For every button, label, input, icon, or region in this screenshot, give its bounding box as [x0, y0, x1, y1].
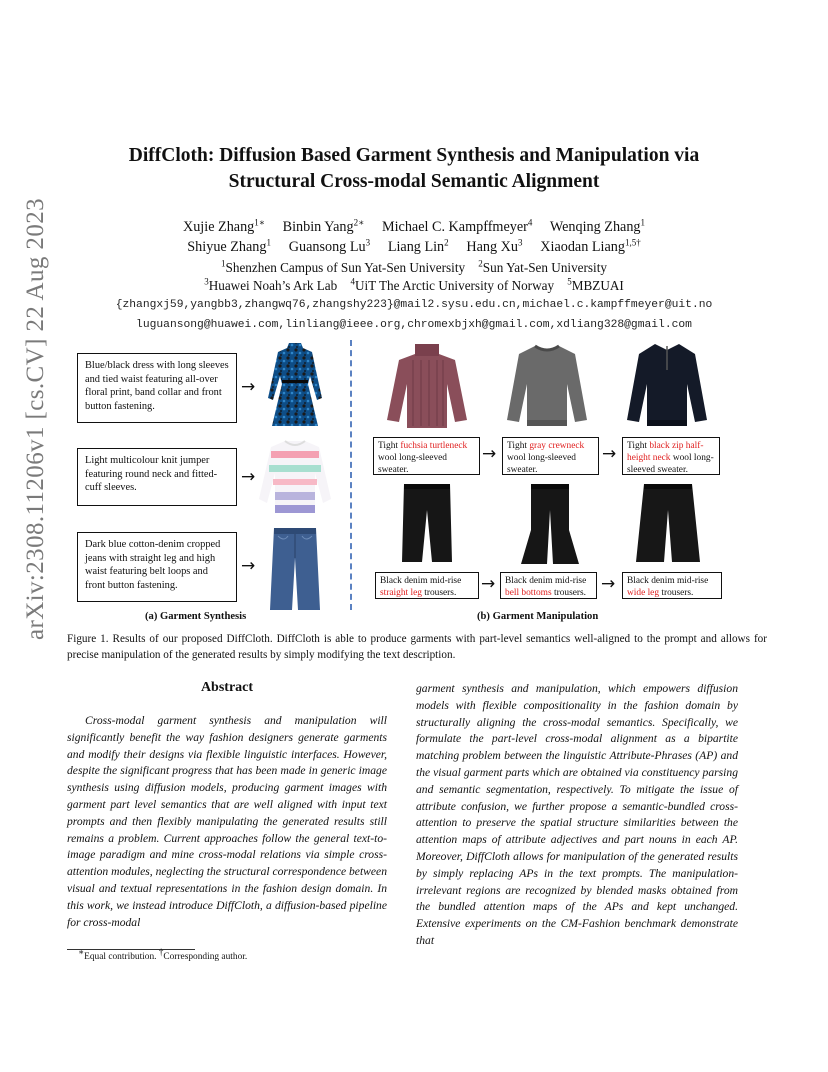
subfigure-label-a: (a) Garment Synthesis — [145, 611, 247, 622]
author: Xiaodan Liang$^{1,5\dagger}$ — [540, 237, 641, 255]
sweater-black-zip-image — [621, 340, 713, 432]
arrow-right-icon: → — [482, 444, 497, 464]
figure-divider — [350, 340, 352, 610]
trousers-straight-leg-image — [392, 480, 462, 566]
author: Hang Xu$^3$ — [466, 237, 523, 255]
author: Xujie Zhang$^{1∗}$ — [182, 217, 265, 235]
abstract-heading: Abstract — [200, 680, 254, 695]
trousers-caption-2: Black denim mid-rise bell bottoms trousers. — [500, 572, 597, 599]
arrow-right-icon: → — [241, 556, 256, 576]
abstract-column-2: garment synthesis and manipulation, which empowers diffusion models with flexible compositionality in the fashion domain by structurally aligning the cross-modal semantics. Specifically, we formulate the part-level cross-modal alignment as a bipartite matching problem between the linguistic Attribute-Phrases (AP) and the visual garment parts which are obtained via constituency parsing and semantic segmentation, respectively. To mitigate the issue of attribute confusion, we further propose a semantic-bundled cross-attention to preserve the spatial structure similarities between the attention maps of attribute adjectives and part nouns in each AP. Moreover, DiffCloth allows for manipulation of the generated results by simply replacing APs in the text prompts. The manipulation-irrelevant regions are recognized by blended masks obtained from the bundled attention maps of the APs and kept unchanged. Extensive experiments on the CM-Fashion benchmark demonstrate that — [416, 682, 738, 947]
title-line-2: Structural Cross-modal Semantic Alignment — [228, 171, 600, 192]
trousers-caption-1: Black denim mid-rise straight leg trousers. — [375, 572, 479, 599]
prompt-box-jeans: Dark blue cotton-denim cropped jeans with straight leg and high waist featuring belt loops and front button fastening. — [77, 532, 237, 602]
footnote-rule — [67, 949, 195, 950]
author: Shiyue Zhang$^1$ — [187, 237, 271, 255]
sweater-caption-3: Tight black zip half-height neck wool long-sleeved sweater. — [622, 437, 720, 475]
arrow-right-icon: → — [602, 444, 617, 464]
prompt-box-jumper: Light multicolour knit jumper featuring round neck and fitted-cuff sleeves. — [77, 448, 237, 506]
trousers-bell-bottoms-image — [513, 480, 587, 566]
trousers-wide-leg-image — [630, 480, 706, 566]
title-line-1: DiffCloth: Diffusion Based Garment Synthesis and Manipulation via — [128, 145, 700, 166]
sweater-caption-1: Tight fuchsia turtleneck wool long-sleeved sweater. — [373, 437, 480, 475]
footnote: ∗Equal contribution. †Corresponding author. — [78, 947, 248, 963]
affiliations-row-2: $^3$Huawei Noah’s Ark Lab $^4$UiT The Arctic University of Norway $^5$MBZUAI — [204, 276, 624, 293]
author: Binbin Yang$^{2∗}$ — [282, 217, 365, 235]
arrow-right-icon: → — [241, 467, 256, 487]
author: Guansong Lu$^3$ — [288, 237, 371, 255]
generated-jeans-image — [264, 524, 326, 612]
sweater-gray-crewneck-image — [501, 340, 593, 432]
sweater-caption-2: Tight gray crewneck wool long-sleeved sweater. — [502, 437, 599, 475]
generated-jumper-image — [257, 437, 333, 517]
subfigure-label-b: (b) Garment Manipulation — [477, 611, 599, 622]
affiliations-row-1: $^1$Shenzhen Campus of Sun Yat-Sen University $^2$Sun Yat-Sen University — [221, 258, 607, 275]
arrow-right-icon: → — [241, 377, 256, 397]
author: Liang Lin$^2$ — [387, 237, 449, 255]
arrow-right-icon: → — [481, 574, 496, 594]
generated-dress-image — [262, 340, 328, 432]
figure-caption: Figure 1. Results of our proposed DiffCloth. DiffCloth is able to produce garments with part-level semantics well-aligned to the prompt and allows for precise manipulation of the generated results by simply modifying the text description. — [67, 633, 767, 661]
email-line-2: luguansong@huawei.com,linliang@ieee.org,chromexbjxh@gmail.com,xdliang328@gmail.com — [136, 319, 692, 331]
author: Wenqing Zhang$^1$ — [549, 217, 646, 235]
trousers-caption-3: Black denim mid-rise wide leg trousers. — [622, 572, 722, 599]
arrow-right-icon: → — [601, 574, 616, 594]
prompt-box-dress: Blue/black dress with long sleeves and tied waist featuring all-over floral print, band collar and front button fastening. — [77, 353, 237, 423]
abstract-column-1: Cross-modal garment synthesis and manipulation will significantly benefit the way fashion designers generate garments and modify their designs via flexible linguistic interfaces. However, despite the significant progress that has been made in generic image synthesis using diffusion models, producing garment images with garment part level semantics that are well aligned with input text prompts and then flexibly manipulating the generated results still remains a problem. Current approaches follow the general text-to-image paradigm and mine cross-modal relations via simple cross-attention modules, neglecting the structural correspondence between visual and textual representations in the fashion design domain. In this work, we instead introduce DiffCloth, a diffusion-based pipeline for cross-modal — [67, 714, 387, 929]
author: Michael C. Kampffmeyer$^4$ — [381, 217, 533, 235]
sweater-fuchsia-turtleneck-image — [381, 340, 473, 432]
email-line-1: {zhangxj59,yangbb3,zhangwq76,zhangshy223}@mail2.sysu.edu.cn,michael.c.kampffmeyer@uit.no — [115, 299, 713, 311]
